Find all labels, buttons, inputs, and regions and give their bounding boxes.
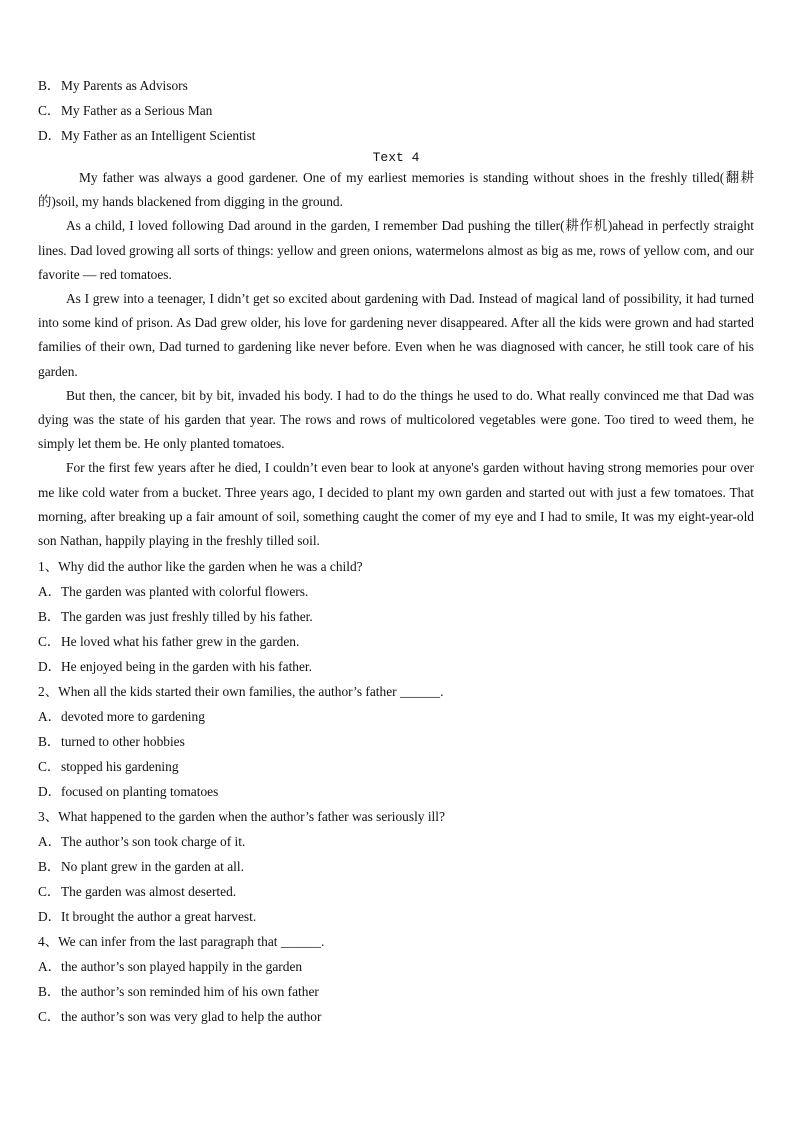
option-text: The garden was planted with colorful flowers. xyxy=(61,584,309,600)
option-d xyxy=(38,654,754,679)
option-letter: D． xyxy=(38,784,62,800)
previous-question-options xyxy=(38,73,754,148)
passage-paragraph: My father was always a good gardener. One of my earliest memories is standing without shoes in the freshly tilled(翻耕的)soil, my hands blackened from digging in the ground. xyxy=(38,170,754,210)
option-b xyxy=(38,729,754,754)
option-c xyxy=(38,754,754,779)
option-text: devoted more to gardening xyxy=(61,709,205,725)
option-text: the author’s son was very glad to help the author xyxy=(61,1009,322,1025)
option-letter: C． xyxy=(38,1009,61,1025)
option-text: focused on planting tomatoes xyxy=(61,784,219,800)
option-d xyxy=(38,123,754,148)
option-text: the author’s son reminded him of his own father xyxy=(61,984,319,1000)
question-number: 1、 xyxy=(38,559,59,575)
option-letter: B． xyxy=(38,859,61,875)
option-letter: C． xyxy=(38,634,61,650)
question-1 xyxy=(38,554,754,679)
option-a xyxy=(38,704,754,729)
option-letter: A． xyxy=(38,959,62,975)
option-text: He loved what his father grew in the garden. xyxy=(61,634,300,650)
option-text: My Parents as Advisors xyxy=(61,78,188,93)
option-letter: D． xyxy=(38,128,62,143)
option-a xyxy=(38,954,754,979)
question-stem xyxy=(38,679,754,704)
option-text: No plant grew in the garden at all. xyxy=(61,859,244,875)
option-d xyxy=(38,904,754,929)
option-letter: C． xyxy=(38,759,61,775)
option-text: stopped his gardening xyxy=(61,759,179,775)
option-letter: D． xyxy=(38,659,62,675)
option-text: My Father as a Serious Man xyxy=(61,103,213,118)
question-number: 3、 xyxy=(38,809,59,825)
option-text: turned to other hobbies xyxy=(61,734,185,750)
question-stem xyxy=(38,929,754,954)
option-letter: B． xyxy=(38,734,61,750)
option-letter: B． xyxy=(38,78,61,93)
option-text: My Father as an Intelligent Scientist xyxy=(61,128,256,143)
question-text: What happened to the garden when the author’s father was seriously ill? xyxy=(58,809,445,825)
option-letter: A． xyxy=(38,584,62,600)
option-d xyxy=(38,779,754,804)
option-a xyxy=(38,579,754,604)
question-text: We can infer from the last paragraph that ______. xyxy=(58,934,325,950)
option-letter: B． xyxy=(38,984,61,1000)
option-b xyxy=(38,604,754,629)
option-b xyxy=(38,979,754,1004)
question-number: 2、 xyxy=(38,684,59,700)
option-letter: C． xyxy=(38,103,61,118)
option-letter: A． xyxy=(38,834,62,850)
exam-page xyxy=(38,73,754,1029)
option-text: The garden was just freshly tilled by his father. xyxy=(61,609,313,625)
question-stem xyxy=(38,554,754,579)
question-stem xyxy=(38,804,754,829)
question-2 xyxy=(38,679,754,804)
option-c xyxy=(38,98,754,123)
question-list xyxy=(38,554,754,1029)
question-text: When all the kids started their own families, the author’s father ______. xyxy=(58,684,444,700)
question-3 xyxy=(38,804,754,929)
option-letter: D． xyxy=(38,909,62,925)
option-text: The author’s son took charge of it. xyxy=(61,834,246,850)
question-4 xyxy=(38,929,754,1029)
option-text: He enjoyed being in the garden with his father. xyxy=(61,659,313,675)
option-c xyxy=(38,629,754,654)
passage-paragraph: For the first few years after he died, I couldn’t even bear to look at anyone's garden without having strong memories pour over me like cold water from a bucket. Three years ago, I decided to plant my own garden and started out with just a few tomatoes. That morning, after breaking up a fair amount of soil, something caught the comer of my eye and I had to smile, It was my eight-year-old son Nathan, happily playing in the freshly tilled soil. xyxy=(38,460,754,549)
option-b xyxy=(38,73,754,98)
option-a xyxy=(38,829,754,854)
option-text: It brought the author a great harvest. xyxy=(61,909,257,925)
option-letter: A． xyxy=(38,709,62,725)
passage-paragraph: As a child, I loved following Dad around in the garden, I remember Dad pushing the tiller(耕作机)ahead in perfectly straight lines. Dad loved growing all sorts of things: yellow and green onions, watermelons almost as big as me, rows of yellow com, and our favorite — red tomatoes. xyxy=(38,218,754,282)
question-text: Why did the author like the garden when he was a child? xyxy=(58,559,363,575)
question-number: 4、 xyxy=(38,934,59,950)
option-b xyxy=(38,854,754,879)
option-c xyxy=(38,879,754,904)
option-letter: B． xyxy=(38,609,61,625)
passage-title: Text 4 xyxy=(372,150,420,165)
passage-paragraph: But then, the cancer, bit by bit, invaded his body. I had to do the things he used to do. What really convinced me that Dad was dying was the state of his garden that year. The rows and rows of multicolored vegetables were gone. Too tired to weed them, he simply let them be. He only planted tomatoes. xyxy=(38,387,754,452)
option-text: the author’s son played happily in the garden xyxy=(61,959,303,975)
passage-paragraph: As I grew into a teenager, I didn’t get so excited about gardening with Dad. Instead of magical land of possibility, it had turned into some kind of prison. As Dad grew older, his love for gardening never disappeared. After all the kids were grown and had started families of their own, Dad turned to gardening like never before. Even when he was diagnosed with cancer, he still took care of his garden. xyxy=(38,291,754,379)
passage xyxy=(38,166,754,553)
option-letter: C． xyxy=(38,884,61,900)
option-text: The garden was almost deserted. xyxy=(61,884,237,900)
option-c xyxy=(38,1004,754,1029)
